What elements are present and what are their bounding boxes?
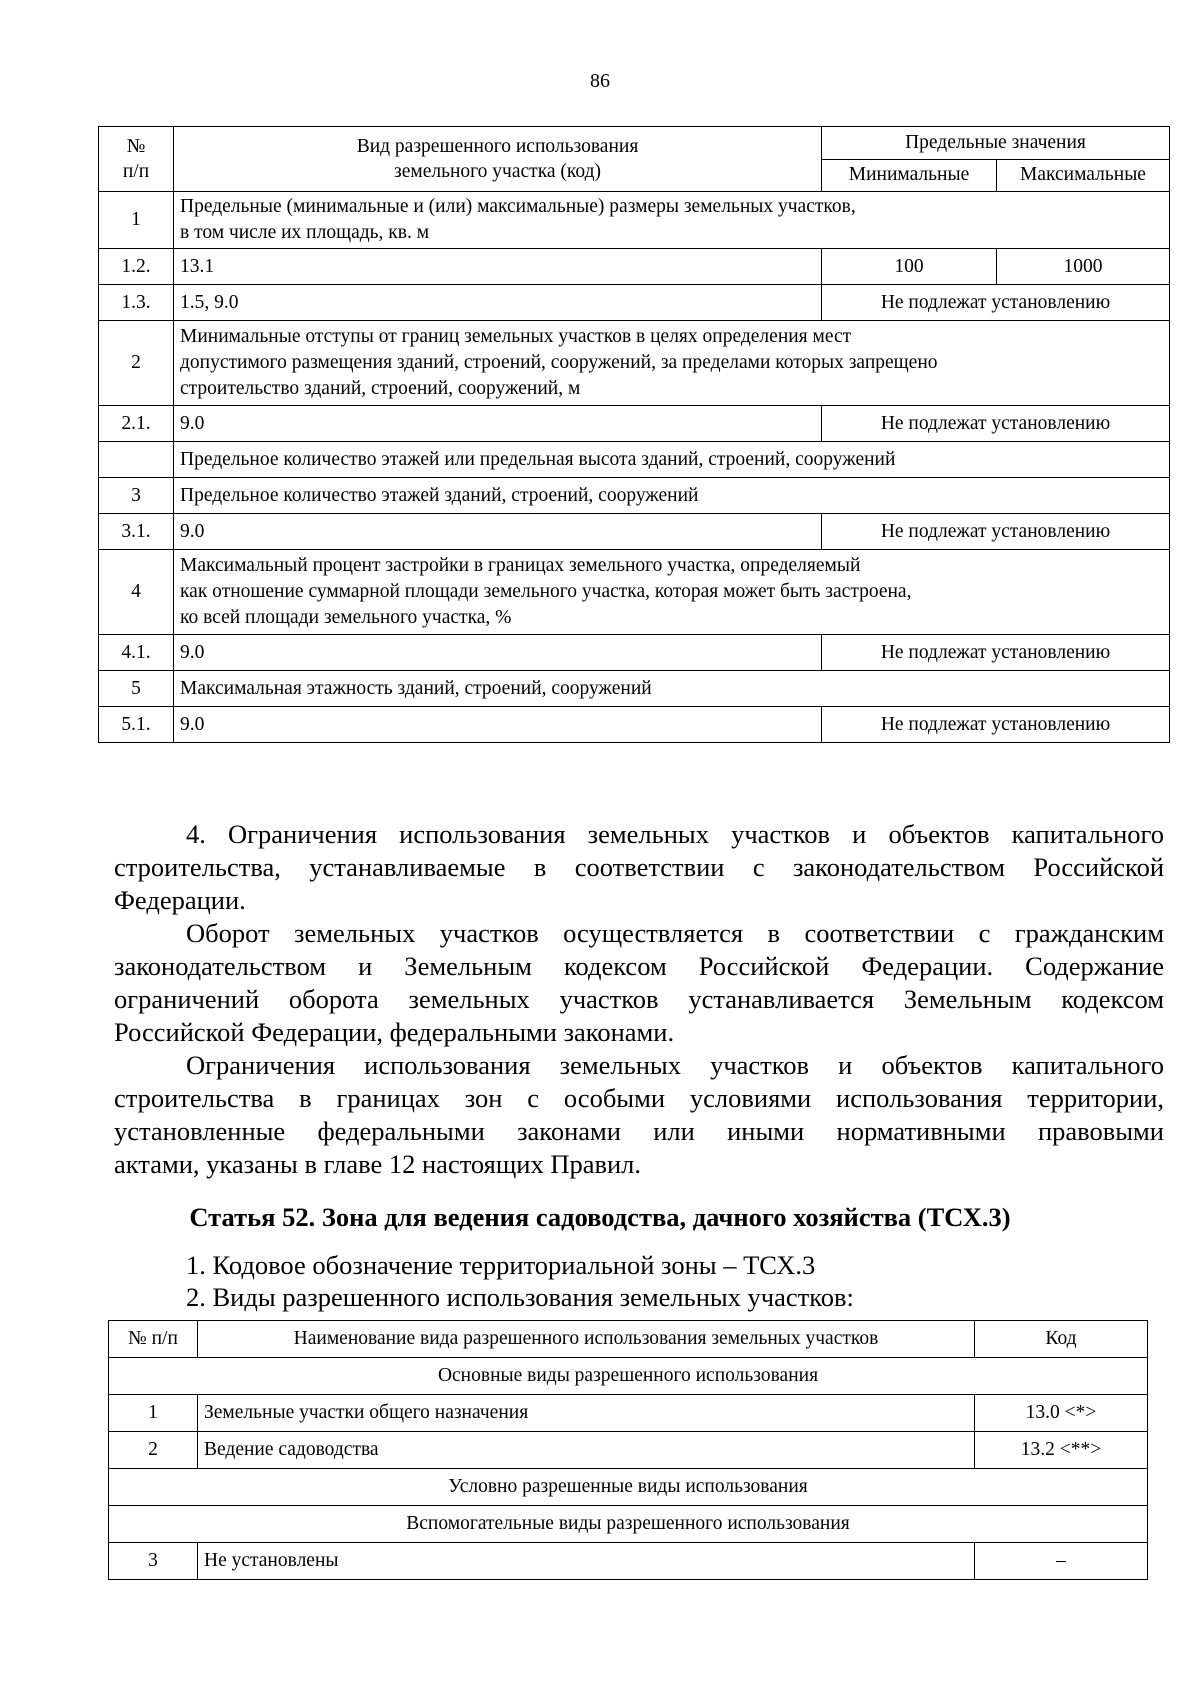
paragraph-line: Федерации. <box>114 885 246 915</box>
row-number: 1 <box>109 1395 198 1432</box>
use-codes: 9.0 <box>174 707 822 743</box>
table-row <box>109 1395 1148 1432</box>
page-number: 86 <box>590 70 610 92</box>
group-row <box>109 1506 1148 1543</box>
use-name: Земельные участки общего назначения <box>198 1395 975 1432</box>
row-number: 1.2. <box>99 249 174 285</box>
header-num: № п/п <box>99 127 174 192</box>
min-value: 100 <box>822 249 997 285</box>
row-number: 5 <box>99 671 174 707</box>
use-codes: 9.0 <box>174 635 822 671</box>
row-number: 2.1. <box>99 406 174 442</box>
row-number: 2 <box>99 321 174 406</box>
table-row <box>99 514 1170 550</box>
not-established: Не подлежат установлению <box>822 514 1170 550</box>
parameter-title: Максимальный процент застройки в границах земельного участка, определяемый как отношение суммарной площади земельного участка, которая может быть застроена, ко всей площади земельного участка, % <box>174 550 1170 635</box>
row-number: 5.1. <box>99 707 174 743</box>
not-established: Не подлежат установлению <box>822 707 1170 743</box>
paragraph-line: законодательством и Земельным кодексом Российской Федерации. Содержание <box>114 951 1164 981</box>
paragraph-line: Оборот земельных участков осуществляется в соответствии с гражданским <box>186 918 1164 948</box>
use-code: 13.2 <**> <box>975 1432 1148 1469</box>
header-limits: Предельные значения <box>822 127 1170 160</box>
paragraph-line: Российской Федерации, федеральными законами. <box>114 1017 675 1047</box>
paragraph-line: строительства в границах зон с особыми условиями использования территории, <box>114 1083 1164 1113</box>
header-name: Наименование вида разрешенного использования земельных участков <box>198 1321 975 1358</box>
parameter-title: Минимальные отступы от границ земельных участков в целях определения мест допустимого размещения зданий, строений, сооружений, за пределами которых запрещено строительство зданий, строений, сооружений, м <box>174 321 1170 406</box>
group-title: Вспомогательные виды разрешенного использования <box>109 1506 1148 1543</box>
parameter-title: Предельные (минимальные и (или) максимальные) размеры земельных участков, в том числе их площадь, кв. м <box>174 192 1170 249</box>
header-code: Код <box>975 1321 1148 1358</box>
use-code: – <box>975 1543 1148 1580</box>
max-value: 1000 <box>997 249 1170 285</box>
paragraph <box>114 917 1164 1049</box>
row-number <box>99 442 174 478</box>
group-row <box>109 1358 1148 1395</box>
row-number: 1.3. <box>99 285 174 321</box>
group-title: Условно разрешенные виды использования <box>109 1469 1148 1506</box>
table-row <box>109 1543 1148 1580</box>
not-established: Не подлежат установлению <box>822 285 1170 321</box>
row-number: 1 <box>99 192 174 249</box>
paragraph-line: строительства, устанавливаемые в соответствии с законодательством Российской <box>114 852 1164 882</box>
paragraph-line: Ограничения использования земельных участков и объектов капитального <box>186 1050 1164 1080</box>
list-item: 2. Виды разрешенного использования земельных участков: <box>186 1282 854 1312</box>
parameter-title: Предельное количество этажей зданий, строений, сооружений <box>174 478 1170 514</box>
table-row <box>99 550 1170 635</box>
row-number: 4 <box>99 550 174 635</box>
paragraph <box>114 818 1164 917</box>
header-type: Вид разрешенного использования земельного участка (код) <box>174 127 822 192</box>
table-row <box>99 635 1170 671</box>
group-title: Основные виды разрешенного использования <box>109 1358 1148 1395</box>
article-heading: Статья 52. Зона для ведения садоводства, дачного хозяйства (ТСХ.3) <box>189 1202 1011 1232</box>
table-row <box>99 285 1170 321</box>
paragraph <box>114 1049 1164 1181</box>
row-number: 4.1. <box>99 635 174 671</box>
group-row <box>109 1469 1148 1506</box>
table-row <box>99 192 1170 249</box>
not-established: Не подлежат установлению <box>822 635 1170 671</box>
use-codes: 1.5, 9.0 <box>174 285 822 321</box>
use-codes: 9.0 <box>174 406 822 442</box>
header-max: Максимальные <box>997 159 1170 192</box>
row-number: 2 <box>109 1432 198 1469</box>
paragraph-line: установленные федеральными законами или иными нормативными правовыми <box>114 1116 1164 1146</box>
row-number: 3 <box>99 478 174 514</box>
table-header-row <box>99 127 1170 160</box>
table-row <box>99 249 1170 285</box>
table-row <box>99 478 1170 514</box>
paragraph-line: 4. Ограничения использования земельных участков и объектов капитального <box>186 819 1164 849</box>
limits-table <box>98 126 1170 743</box>
not-established: Не подлежат установлению <box>822 406 1170 442</box>
permitted-use-table <box>108 1320 1148 1580</box>
row-number: 3.1. <box>99 514 174 550</box>
table-row <box>99 707 1170 743</box>
table-row <box>109 1432 1148 1469</box>
paragraph-line: ограничений оборота земельных участков устанавливается Земельным кодексом <box>114 984 1164 1014</box>
row-number: 3 <box>109 1543 198 1580</box>
use-name: Ведение садоводства <box>198 1432 975 1469</box>
paragraph-line: актами, указаны в главе 12 настоящих Правил. <box>114 1149 642 1179</box>
use-codes: 9.0 <box>174 514 822 550</box>
table-header-row <box>109 1321 1148 1358</box>
table-row <box>99 671 1170 707</box>
table-row <box>99 406 1170 442</box>
parameter-title: Предельное количество этажей или предельная высота зданий, строений, сооружений <box>174 442 1170 478</box>
use-name: Не установлены <box>198 1543 975 1580</box>
use-code: 13.0 <*> <box>975 1395 1148 1432</box>
table-row <box>99 321 1170 406</box>
table-row <box>99 442 1170 478</box>
header-min: Минимальные <box>822 159 997 192</box>
parameter-title: Максимальная этажность зданий, строений, сооружений <box>174 671 1170 707</box>
use-codes: 13.1 <box>174 249 822 285</box>
list-item: 1. Кодовое обозначение территориальной зоны – ТСХ.3 <box>186 1250 816 1280</box>
header-num: № п/п <box>109 1321 198 1358</box>
